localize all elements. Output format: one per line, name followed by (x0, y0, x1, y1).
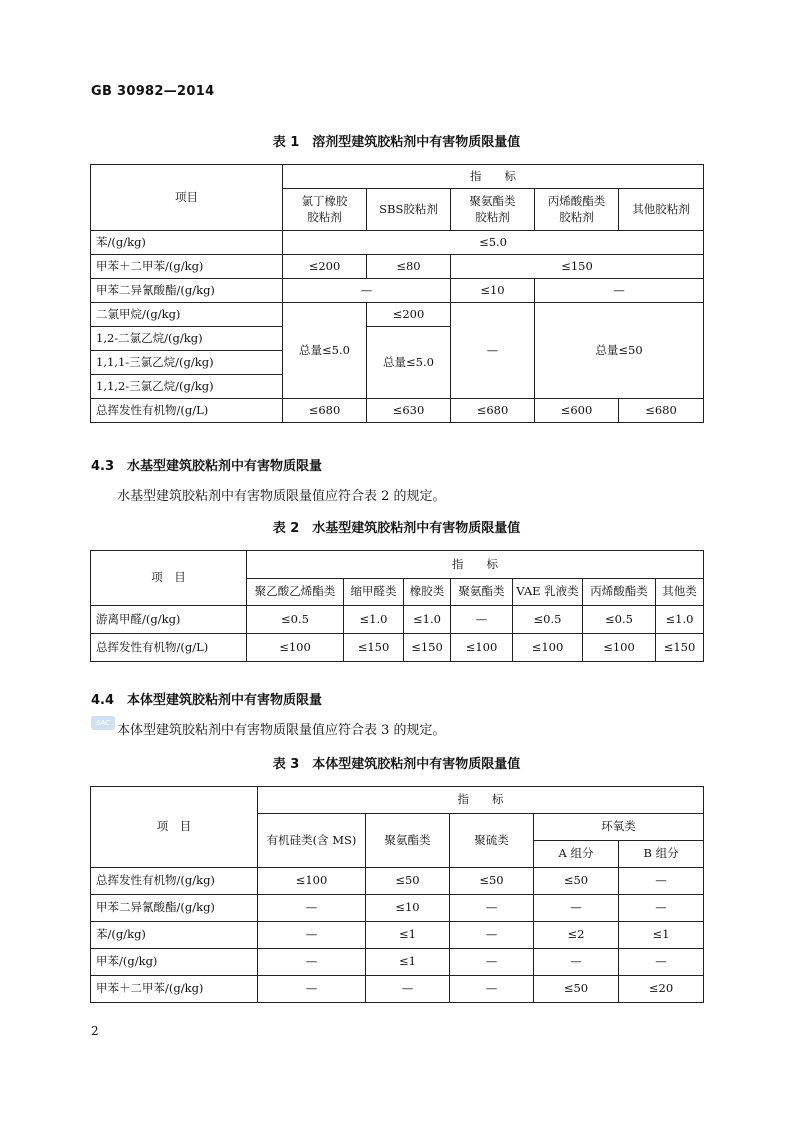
cell: — (258, 922, 366, 949)
table-row (91, 279, 704, 303)
cell: ≤50 (366, 868, 450, 895)
row-label: 苯/(g/kg) (91, 231, 283, 255)
cell: 总量≤5.0 (367, 327, 451, 399)
cell: ≤100 (513, 634, 583, 662)
table2-col-header: VAE 乳液类 (513, 579, 583, 606)
cell: ≤150 (344, 634, 404, 662)
table2-col-header: 丙烯酸酯类 (583, 579, 656, 606)
cell: ≤1.0 (404, 606, 451, 634)
table2-col-header: 聚乙酸乙烯酯类 (247, 579, 344, 606)
page-number: 2 (91, 1024, 99, 1038)
table3-col-header: 聚氨酯类 (366, 814, 450, 868)
table-row (91, 922, 704, 949)
cell: — (450, 922, 534, 949)
cell: — (534, 895, 619, 922)
cell: ≤50 (534, 868, 619, 895)
standard-header: GB 30982—2014 (91, 84, 215, 99)
cell: — (619, 895, 704, 922)
cell: ≤100 (258, 868, 366, 895)
table-row (91, 895, 704, 922)
cell: 总量≤50 (535, 303, 704, 399)
row-label: 总挥发性有机物/(g/L) (91, 399, 283, 423)
row-label: 1,2-二氯乙烷/(g/kg) (91, 327, 283, 351)
table-row (91, 399, 704, 423)
section-4-3-title: 4.3 水基型建筑胶粘剂中有害物质限量 (91, 459, 323, 474)
cell: — (450, 949, 534, 976)
row-label: 1,1,1-三氯乙烷/(g/kg) (91, 351, 283, 375)
table2 (90, 550, 704, 662)
row-label: 总挥发性有机物/(g/kg) (91, 868, 258, 895)
cell: ≤150 (656, 634, 704, 662)
table-row (91, 255, 704, 279)
table1-index-header: 指 标 (283, 165, 704, 189)
row-label: 甲苯/(g/kg) (91, 949, 258, 976)
table1-col-header: 聚氨酯类 胶粘剂 (451, 189, 535, 231)
cell: ≤150 (451, 255, 704, 279)
table-row (91, 868, 704, 895)
table3 (90, 786, 704, 1003)
row-label: 1,1,2-三氯乙烷/(g/kg) (91, 375, 283, 399)
cell: — (534, 949, 619, 976)
section-4-3-text: 水基型建筑胶粘剂中有害物质限量值应符合表 2 的规定。 (117, 489, 446, 504)
cell: ≤10 (366, 895, 450, 922)
table2-index-header: 指 标 (247, 551, 704, 579)
cell: — (619, 868, 704, 895)
section-4-4-title: 4.4 本体型建筑胶粘剂中有害物质限量 (91, 693, 323, 708)
cell: — (451, 606, 513, 634)
cell: ≤10 (451, 279, 535, 303)
cell: — (283, 279, 451, 303)
cell: — (451, 303, 535, 399)
cell: ≤100 (451, 634, 513, 662)
cell: ≤150 (404, 634, 451, 662)
cell: ≤680 (619, 399, 704, 423)
cell: ≤100 (247, 634, 344, 662)
table3-col-header: 有机硅类(含 MS) (258, 814, 366, 868)
cell: ≤680 (283, 399, 367, 423)
cell: ≤600 (535, 399, 619, 423)
cell: — (619, 949, 704, 976)
row-label: 苯/(g/kg) (91, 922, 258, 949)
cell: ≤50 (534, 976, 619, 1003)
row-label: 甲苯二异氰酸酯/(g/kg) (91, 895, 258, 922)
section-4-4-text: 本体型建筑胶粘剂中有害物质限量值应符合表 3 的规定。 (117, 723, 446, 738)
cell: ≤680 (451, 399, 535, 423)
cell: 总量≤5.0 (283, 303, 367, 399)
cell: ≤200 (367, 303, 451, 327)
cell: ≤630 (367, 399, 451, 423)
table3-subcol-header: A 组分 (534, 841, 619, 868)
cell: ≤5.0 (283, 231, 704, 255)
row-label: 游离甲醛/(g/kg) (91, 606, 247, 634)
cell: ≤80 (367, 255, 451, 279)
table-row (91, 606, 704, 634)
table1 (90, 164, 704, 423)
table1-col-header: 丙烯酸酯类 胶粘剂 (535, 189, 619, 231)
cell: ≤100 (583, 634, 656, 662)
cell: — (535, 279, 704, 303)
cell: — (258, 895, 366, 922)
table2-item-header: 项 目 (91, 551, 247, 606)
row-label: 二氯甲烷/(g/kg) (91, 303, 283, 327)
cell: — (450, 976, 534, 1003)
table3-caption: 表 3 本体型建筑胶粘剂中有害物质限量值 (272, 757, 521, 772)
cell: ≤1.0 (656, 606, 704, 634)
table3-subcol-header: B 组分 (619, 841, 704, 868)
cell: ≤1 (366, 949, 450, 976)
table2-col-header: 其他类 (656, 579, 704, 606)
table1-item-header: 项目 (91, 165, 283, 231)
table3-col-header: 环氧类 (534, 814, 704, 841)
row-label: 甲苯二异氰酸酯/(g/kg) (91, 279, 283, 303)
cell: ≤200 (283, 255, 367, 279)
table-row (91, 303, 704, 327)
sac-watermark-stamp: SAC (91, 716, 115, 730)
cell: — (258, 949, 366, 976)
cell: ≤1.0 (344, 606, 404, 634)
table-row (91, 949, 704, 976)
row-label: 甲苯＋二甲苯/(g/kg) (91, 976, 258, 1003)
row-label: 总挥发性有机物/(g/L) (91, 634, 247, 662)
cell: ≤1 (366, 922, 450, 949)
table-row (91, 976, 704, 1003)
table1-caption: 表 1 溶剂型建筑胶粘剂中有害物质限量值 (272, 135, 521, 150)
cell: — (450, 895, 534, 922)
table1-col-header: 氯丁橡胶 胶粘剂 (283, 189, 367, 231)
table-row (91, 231, 704, 255)
table2-col-header: 聚氨酯类 (451, 579, 513, 606)
table1-col-header: 其他胶粘剂 (619, 189, 704, 231)
table2-col-header: 缩甲醛类 (344, 579, 404, 606)
row-label: 甲苯＋二甲苯/(g/kg) (91, 255, 283, 279)
cell: ≤0.5 (513, 606, 583, 634)
cell: — (366, 976, 450, 1003)
table-row (91, 634, 704, 662)
table3-index-header: 指 标 (258, 787, 704, 814)
cell: ≤50 (450, 868, 534, 895)
table3-item-header: 项 目 (91, 787, 258, 868)
cell: ≤1 (619, 922, 704, 949)
table2-col-header: 橡胶类 (404, 579, 451, 606)
table3-col-header: 聚硫类 (450, 814, 534, 868)
table2-caption: 表 2 水基型建筑胶粘剂中有害物质限量值 (272, 521, 521, 536)
cell: ≤0.5 (583, 606, 656, 634)
cell: ≤0.5 (247, 606, 344, 634)
table1-col-header: SBS胶粘剂 (367, 189, 451, 231)
cell: — (258, 976, 366, 1003)
cell: ≤2 (534, 922, 619, 949)
cell: ≤20 (619, 976, 704, 1003)
